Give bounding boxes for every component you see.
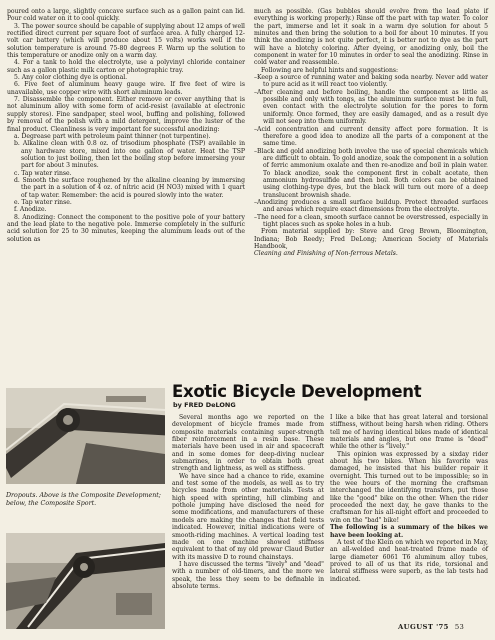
issue-date: AUGUST '75	[398, 623, 449, 631]
paragraph: f. Anodize.	[14, 206, 47, 214]
dropout-photo-composite-sport	[6, 533, 165, 629]
paragraph: 6. Five feet of aluminum heavy gauge wire. If five feet of wire is unavailable, use copper wire with short aluminum leads.	[7, 81, 245, 96]
paragraph: A test of the Klein on which we reported in May, an all-welded and heat-treated frame made of large diameter 6061 T6 aluminum alloy tubes, proved to all of us that its ride, torsional and lateral stiffness were superb, as the lab tests had indicated.	[330, 538, 488, 583]
article-column-right	[330, 414, 488, 583]
paragraph: e. Tap water rinse.	[14, 198, 72, 206]
paragraph: I like a bike that has great lateral and torsional stiffness, without being harsh when riding. Others tell me of having identical bikes made of identical materials and angles, but one frame is "dead" while the other is "lively."	[330, 414, 488, 451]
paragraph: From material supplied by: Steve and Greg Brown, Bloomington, Indiana; Bob Reedy; Fred DeLong; American Society of Materials Handbook,	[254, 228, 488, 250]
paragraph: 5. Any color clothing dye is optional.	[14, 74, 128, 82]
paragraph: much as possible. (Gas bubbles should evolve from the lead plate if everything is working properly.) Rinse off the part with tap water. To color the part, immerse and let it soak in a warm dye solution for about 5 minutes and then bring the solution to a boil for about 10 minutes. If you think the anodizing is not quite perfect, it is better not to dye as the part will have a blotchy coloring. After dyeing, or anodizing only, boil the component in water for 10 minutes in order to seal the anodizing. Rinse in cold water and reassemble.	[254, 8, 488, 67]
paragraph: 8. Anodizing: Connect the component to the positive pole of your battery and the lead plate to the negative pole. Immerse completely in the sulfuric acid solution for 25 to 30 minutes, keeping the aluminum leads out of the solution as	[7, 213, 245, 243]
paragraph: a. Degrease part with petroleum paint thinner (not turpentine).	[14, 132, 211, 140]
paragraph: –After cleaning and before boiling, handle the component as little as possible and only with tongs, as the aluminum surface must be in full, even contact with the electrolyte solution for the pores to form uniformly. Once formed, they are easily damaged, and as a result dye will not seep into them uniformly.	[254, 88, 488, 126]
paragraph: This opinion was expressed by a sixday rider about his two bikes. When his favorite was damaged, he insisted that his builder repair it overnight. This turned out to be impossible; so in the wee hours of the morning the craftsman interchanged the identifying transfers, put those like the "good" bike on the other. When the rider proceeded the next day, he gave thanks to the craftsman for his all-night effort and proceeded to win on the "bad" bike!	[330, 450, 488, 524]
paragraph: Cleaning and Finishing of Non-ferrous Metals.	[254, 250, 398, 258]
paragraph: d. Smooth the surface roughened by the alkaline cleaning by immersing the part in a solution of 4 oz. of nitric acid (H NO3) mixed with 1 quart of tap water. Remember: the acid is poured slowly into the water.	[14, 176, 245, 199]
paragraph: We have since had a chance to ride, examine and test some of the models, as well as to try bicycles made from other materials. Tests at high speed with sprinting, hill climbing and pothole jumping have disclosed the need for some modifications, and manufacturers of these models are making the changes that field tests indicated. However, initial indications were of smooth-riding machines. A vertical loading test made on one machine showed stiffness equivalent to that of my old prewar Claud Butler with its massive D to round chainstays.	[172, 472, 324, 561]
paragraph: b. Alkaline clean with 0.8 oz. of trisodium phosphate (TSP) available in any hardware store, mixed into one gallon of water. Heat the TSP solution to just boiling, then let the boiling stop before immersing your part for about 3 minutes.	[14, 140, 245, 170]
anodizing-column-right	[254, 8, 488, 258]
dropout-photo-composite-development	[6, 388, 165, 484]
paragraph: 3. The power source should be capable of supplying about 12 amps of well rectified direct current per square foot of surface area. A fully charged 12-volt car battery (which will produce about 15 volts) works well if the solution temperature is around 75-80 degrees F. Warm up the solution to this temperature or anodize only on a warm day.	[7, 22, 245, 60]
bicycle-dropout-image	[6, 533, 165, 629]
paragraph: poured onto a large, slightly concave surface such as a gallon paint can lid. Pour cold water on it to cool quickly.	[7, 8, 245, 23]
article-title: Exotic Bicycle Development	[172, 382, 422, 401]
page-number: 53	[454, 623, 465, 631]
photo-caption: Dropouts. Above is the Composite Development; below, the Composite Sport.	[6, 492, 161, 507]
paragraph: 7. Disassemble the component. Either remove or cover anything that is not aluminum alloy with some form of acid-resist (available at electronic supply stores). Fine sandpaper, steel wool, buffing and polishing, followed by removal of the polish with a mild detergent, improve the luster of the final product. Cleanliness is very important for successful anodizing:	[7, 96, 245, 133]
page-footer	[398, 623, 464, 631]
paragraph: c. Tap water rinse.	[14, 169, 72, 177]
anodizing-column-left	[7, 8, 245, 243]
paragraph: 4. For a tank to hold the electrolyte, use a polyvinyl chloride container such as a gallon plastic milk carton or photographic tray.	[7, 59, 245, 74]
paragraph: –Keep a source of running water and baking soda nearby. Never add water to pure acid as it will react too violently.	[254, 74, 488, 89]
paragraph: –Black and gold anodizing both involve the use of special chemicals which are difficult to obtain. To gold anodize, soak the component in a solution of ferric ammonium oxalate and then re-anodize and boil in plain water. To black anodize, soak the component first in cobalt acetate, then ammonium hydrosulfide and then boil. Both colors can be obtained using clothing-type dyes, but the black will turn out more of a deep translucent brownish shade.	[254, 147, 488, 199]
paragraph: Following are helpful hints and suggestions:	[261, 66, 399, 74]
article-byline: by FRED DeLONG	[173, 401, 236, 409]
paragraph: Several months ago we reported on the development of bicycle frames made from composite materials containing super-strength fiber reinforcement in a resin base. These materials have been used in air and spacecraft and in some domes for deep-diving nuclear submarines, in order to obtain both great strength and lightness, as well as stiffness.	[172, 414, 324, 473]
paragraph: –The need for a clean, smooth surface cannot be overstressed, especially in tight places such as spoke holes in a hub.	[254, 213, 488, 228]
paragraph: –Acid concentration and current density affect pore formation. It is therefore a good idea to anodize all the parts of a component at the same time.	[254, 125, 488, 148]
paragraph: I have discussed the terms "lively" and "dead" with a number of old-timers, and the more we speak, the less they seem to be definable in absolute terms.	[172, 560, 324, 590]
paragraph: –Anodizing produces a small surface buildup. Protect threaded surfaces and areas which require exact dimensions from the electrolyte.	[254, 198, 488, 214]
article-column-left	[172, 414, 324, 590]
bicycle-dropout-image	[6, 388, 165, 484]
paragraph: The following is a summary of the bikes we have been looking at.	[330, 524, 488, 539]
